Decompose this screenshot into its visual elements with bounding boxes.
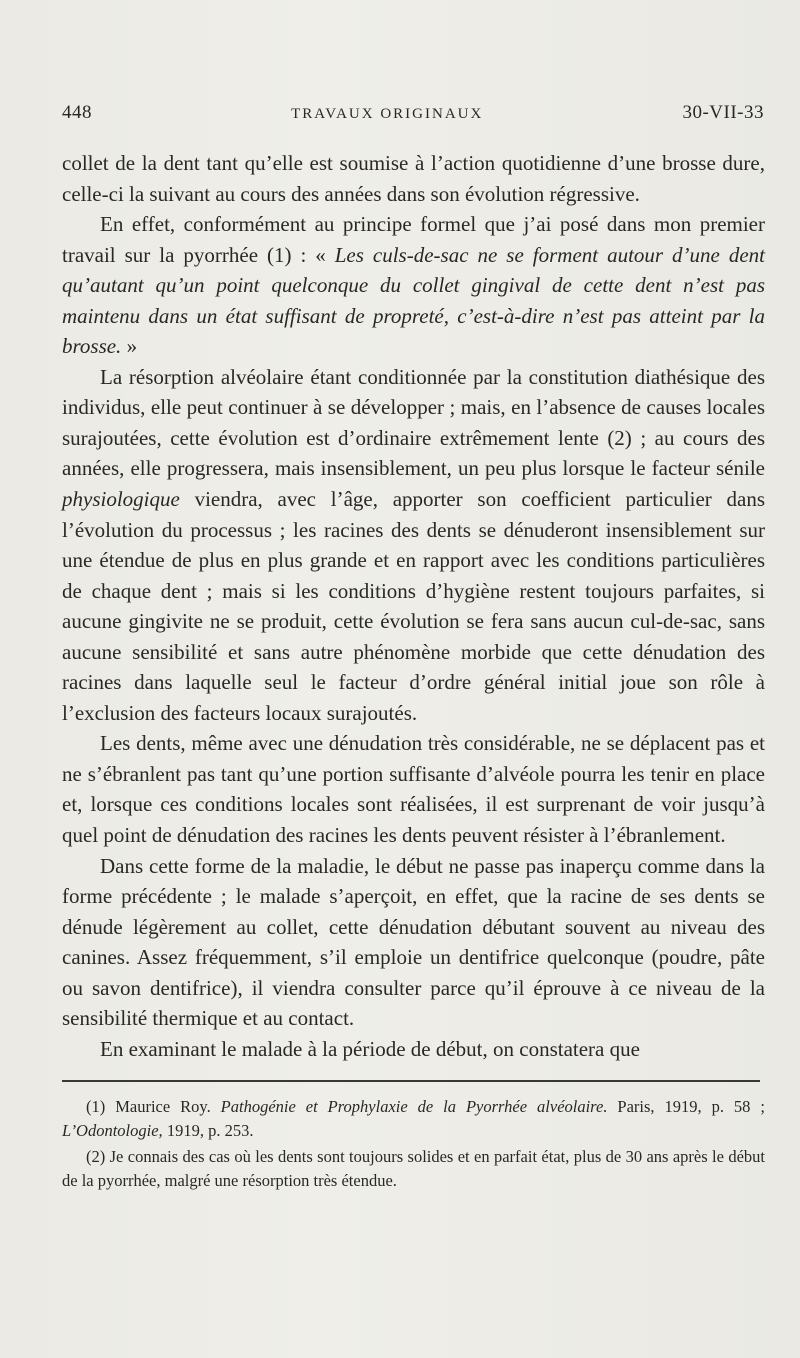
issue-date: 30-VII-33 xyxy=(682,102,764,123)
footnote-1-author: (1) Maurice Roy. xyxy=(86,1097,221,1116)
body-text xyxy=(62,148,765,1064)
footnote-1-ref: Paris, 1919, p. 58 ; xyxy=(607,1097,765,1116)
paragraph-2-close-quote: » xyxy=(121,334,138,359)
paragraph-1 xyxy=(62,148,765,209)
paragraph-3 xyxy=(62,362,765,729)
footnote-1-ref-end: 1919, p. 253. xyxy=(162,1121,254,1140)
page-header xyxy=(62,102,764,124)
page-number: 448 xyxy=(62,102,92,123)
paragraph-4-text: Les dents, même avec une dénudation très considérable, ne se déplacent pas et ne s’ébranlent pas tant qu’une portion suffisante d’alvéole pourra les tenir en place et, lorsque ces conditions locales sont réalisées, il est surprenant de voir jusqu’à quel point de dénudation des racines les dents peuvent résister à l’ébranlement. xyxy=(62,731,765,848)
footnote-2 xyxy=(62,1145,765,1193)
paragraph-6-text: En examinant le malade à la période de début, on constatera que xyxy=(100,1036,640,1061)
footnote-1-title: Pathogénie et Prophylaxie de la Pyorrhée alvéolaire. xyxy=(220,1097,608,1116)
footnote-1 xyxy=(62,1095,765,1143)
paragraph-2-text: En effet, conformément au principe formel que j’ai posé dans mon premier travail sur la pyorrhée (1) : « xyxy=(62,212,765,267)
paragraph-3-text-a: La résorption alvéolaire étant conditionnée par la constitution diathésique des individus, elle peut continuer à se développer ; mais, en l’absence de causes locales surajoutées, cette évolution est d’ordinaire extrêmement lente (2) ; au cours des années, elle progressera, mais insensiblement, un peu plus lorsque le facteur sénile xyxy=(62,364,765,481)
paragraph-4 xyxy=(62,728,765,850)
paragraph-5-text: Dans cette forme de la maladie, le début ne passe pas inaperçu comme dans la forme précédente ; le malade s’aperçoit, en effet, que la racine de ses dents se dénude légèrement au collet, cette dénudation débutant souvent au niveau des canines. Assez fréquemment, s’il emploie un dentifrice quelconque (poudre, pâte ou savon dentifrice), il viendra consulter parce qu’il éprouve à ce niveau de la sensibilité thermique et au contact. xyxy=(62,853,765,1031)
paragraph-2-quote: Les culs-de-sac ne se forment autour d’une dent qu’autant qu’un point quelconque du collet gingival de cette dent n’est pas maintenu dans un état suffisant de propreté, c’est-à-dire n’est pas atteint par la brosse. xyxy=(62,242,765,359)
footnotes xyxy=(62,1095,765,1195)
running-title: TRAVAUX ORIGINAUX xyxy=(291,106,484,122)
paragraph-6 xyxy=(62,1034,765,1065)
paragraph-5 xyxy=(62,851,765,1034)
footnote-1-journal: L’Odontologie, xyxy=(62,1121,163,1140)
footnote-divider xyxy=(62,1080,760,1082)
paragraph-1-text: collet de la dent tant qu’elle est soumise à l’action quotidienne d’une brosse dure, celle-ci la suivant au cours des années dans son évolution régressive. xyxy=(62,151,765,206)
paragraph-2 xyxy=(62,209,765,362)
paragraph-3-emphasis: physiologique xyxy=(62,487,180,512)
footnote-2-text: (2) Je connais des cas où les dents sont toujours solides et en parfait état, plus de 30 ans après le début de la pyorrhée, malgré une résorption très étendue. xyxy=(62,1147,765,1190)
paragraph-3-text-b: viendra, avec l’âge, apporter son coefficient particulier dans l’évolution du processus ; les racines des dents se dénuderont insensiblement sur une étendue de plus en plus grande et en rapport avec les conditions particulières de chaque dent ; mais si les conditions d’hygiène restent toujours parfaites, si aucune gingivite ne se produit, cette évolution se fera sans aucun cul-de-sac, sans aucune sensibilité et sans autre phénomène morbide que cette dénudation des racines dans laquelle seul le facteur d’ordre général initial joue son rôle à l’exclusion des facteurs locaux surajoutés. xyxy=(62,487,765,725)
